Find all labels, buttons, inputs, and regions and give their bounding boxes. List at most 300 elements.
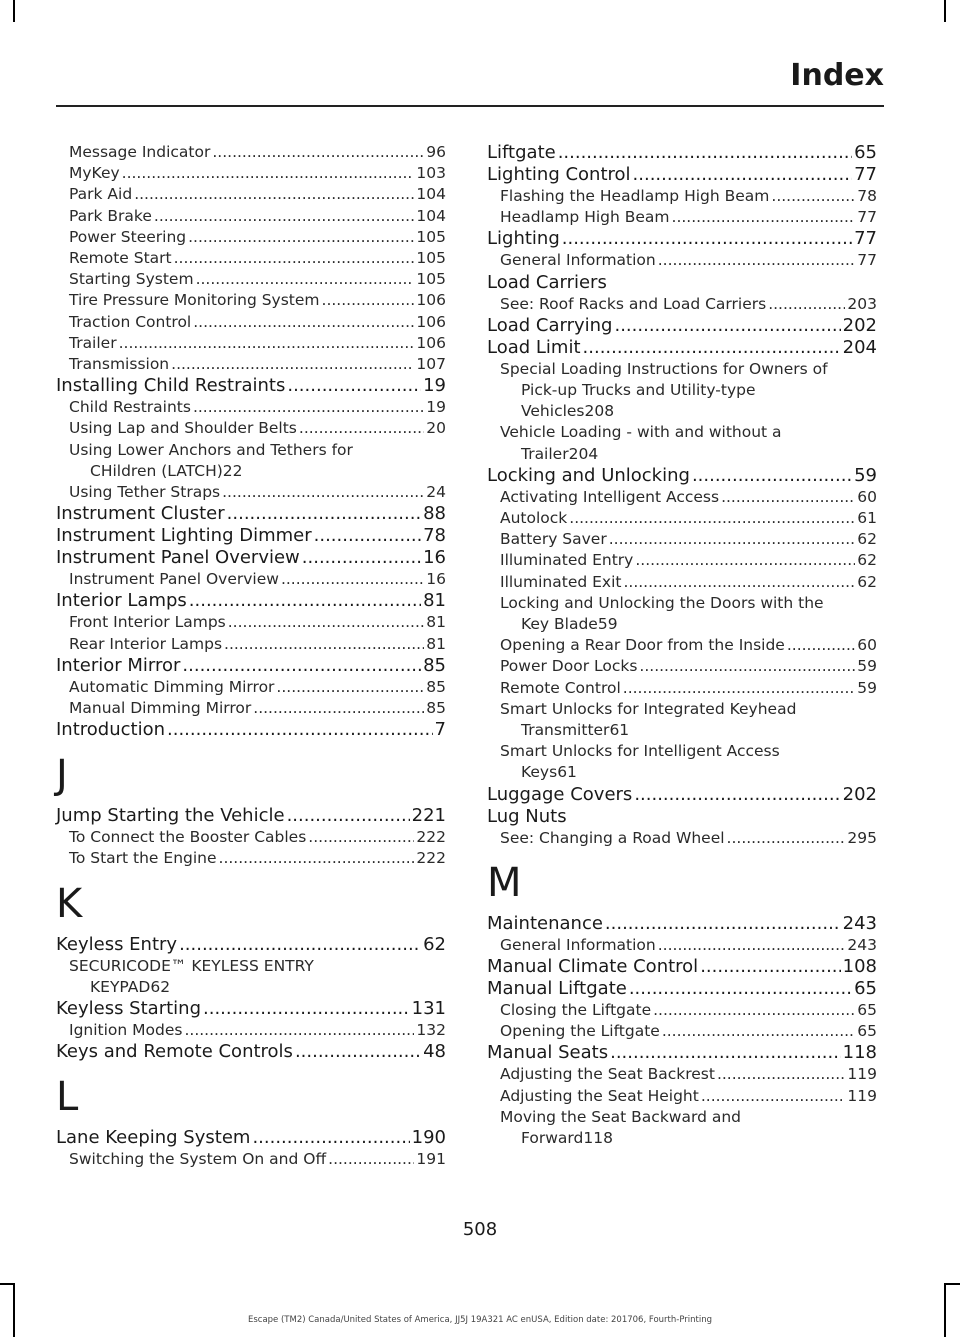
entry-page[interactable]: 24 <box>426 483 446 502</box>
leader-dots <box>717 1064 845 1085</box>
index-subentry[interactable] <box>56 482 446 503</box>
entry-text: Smart Unlocks for Intelligent Access <box>500 742 780 761</box>
index-subentry[interactable] <box>56 248 446 269</box>
index-subentry[interactable] <box>487 1086 877 1107</box>
entry-page[interactable]: 222 <box>416 849 446 868</box>
entry-page[interactable]: 204 <box>842 336 877 358</box>
entry-page[interactable]: 81 <box>426 613 446 632</box>
index-entry[interactable] <box>487 228 877 250</box>
entry-page[interactable]: 104 <box>416 206 446 225</box>
index-subentry[interactable] <box>487 359 877 423</box>
entry-text: Special Loading Instructions for Owners of <box>500 359 828 378</box>
index-entry[interactable] <box>487 142 877 164</box>
entry-text: Transmitter <box>521 721 610 740</box>
leader-dots <box>222 482 424 503</box>
leader-dots <box>562 228 852 250</box>
leader-dots <box>635 550 855 571</box>
leader-dots <box>721 487 855 508</box>
entry-page[interactable]: 106 <box>416 312 446 331</box>
entry-text: See: Changing a Road Wheel <box>500 828 725 847</box>
leader-dots <box>174 248 415 269</box>
index-entry[interactable] <box>56 547 446 569</box>
index-subentry[interactable] <box>56 142 446 163</box>
leader-dots <box>558 142 852 164</box>
entry-page[interactable]: 77 <box>857 251 877 270</box>
index-subentry[interactable] <box>56 418 446 439</box>
leader-dots <box>658 250 856 271</box>
leader-dots <box>184 1020 414 1041</box>
index-entry[interactable] <box>56 1127 446 1149</box>
index-entry[interactable] <box>56 525 446 547</box>
leader-dots <box>193 397 424 418</box>
page-title: Index <box>790 58 884 93</box>
leader-dots <box>314 525 421 547</box>
entry-text: Switching the System On and Off <box>69 1150 327 1169</box>
leader-dots <box>287 375 421 397</box>
header-rule <box>56 105 884 107</box>
index-entry[interactable] <box>487 978 877 1000</box>
index-entry[interactable] <box>487 164 877 186</box>
leader-dots <box>605 913 841 935</box>
index-subentry[interactable] <box>487 741 877 783</box>
entry-page[interactable]: 59 <box>857 678 877 697</box>
entry-text: Keyless Starting <box>56 998 201 1020</box>
entry-page[interactable]: 16 <box>426 570 446 589</box>
entry-text: Interior Lamps <box>56 590 187 612</box>
index-subentry[interactable] <box>487 656 877 677</box>
index-subentry[interactable] <box>487 550 877 571</box>
entry-page[interactable]: 65 <box>857 1001 877 1020</box>
entry-page[interactable]: 61 <box>557 763 577 782</box>
index-entry[interactable] <box>56 1041 446 1063</box>
leader-dots <box>295 1041 421 1063</box>
index-subentry[interactable] <box>56 698 446 719</box>
entry-text: Moving the Seat Backward and <box>500 1107 741 1126</box>
entry-page[interactable]: 77 <box>857 208 877 227</box>
index-entry[interactable] <box>56 719 446 741</box>
entry-page[interactable]: 19 <box>426 398 446 417</box>
entry-text: CHildren (LATCH) <box>90 461 223 480</box>
subentry-last-line <box>500 1128 877 1149</box>
index-entry[interactable] <box>56 590 446 612</box>
leader-dots <box>219 848 415 869</box>
leader-dots <box>328 1149 414 1170</box>
entry-text: General Information <box>500 935 656 954</box>
entry-text: Traction Control <box>69 312 192 331</box>
leader-dots <box>701 1086 846 1107</box>
entry-text: Activating Intelligent Access <box>500 487 720 506</box>
section-letter: J <box>56 752 68 799</box>
leader-dots <box>203 998 410 1020</box>
entry-text: Forward <box>521 1129 584 1148</box>
entry-page[interactable]: 191 <box>416 1150 446 1169</box>
entry-page[interactable]: 59 <box>597 615 618 634</box>
entry-text: Illuminated Entry <box>500 551 634 570</box>
entry-page[interactable]: 62 <box>857 551 877 570</box>
entry-page[interactable]: 61 <box>857 509 877 528</box>
index-subentry[interactable] <box>56 163 446 184</box>
leader-dots <box>167 719 433 741</box>
index-subentry[interactable] <box>487 1107 877 1149</box>
entry-page[interactable]: 62 <box>857 572 877 591</box>
subentry-last-line <box>500 444 877 465</box>
entry-text: Ignition Modes <box>69 1021 183 1040</box>
entry-text: Automatic Dimming Mirror <box>69 677 275 696</box>
entry-text: Luggage Covers <box>487 783 633 805</box>
entry-text: Instrument Panel Overview <box>69 570 279 589</box>
index-entry[interactable] <box>487 913 877 935</box>
index-subentry[interactable] <box>487 1021 877 1042</box>
index-subentry[interactable] <box>56 333 446 354</box>
entry-page[interactable]: 106 <box>416 291 446 310</box>
entry-page[interactable]: 60 <box>857 636 877 655</box>
crop-mark-top-left-vertical <box>13 0 15 22</box>
entry-text: Rear Interior Lamps <box>69 634 223 653</box>
index-entry[interactable] <box>56 805 446 827</box>
crop-mark-bottom-left-vertical <box>13 1283 15 1337</box>
entry-text: Tire Pressure Monitoring System <box>69 291 320 310</box>
entry-page[interactable]: 106 <box>416 333 446 352</box>
entry-page[interactable]: 132 <box>416 1021 446 1040</box>
leader-dots <box>634 784 840 806</box>
entry-text: Jump Starting the Vehicle <box>56 805 285 827</box>
entry-page[interactable]: 7 <box>434 719 446 741</box>
index-entry[interactable] <box>56 934 446 956</box>
index-subentry[interactable] <box>487 635 877 656</box>
entry-page[interactable]: 103 <box>416 164 446 183</box>
entry-page[interactable]: 202 <box>842 314 877 336</box>
leader-dots <box>227 503 421 525</box>
subentry-last-line <box>500 762 877 783</box>
entry-page[interactable]: 104 <box>416 185 446 204</box>
entry-page[interactable]: 105 <box>416 270 446 289</box>
entry-text: Keyless Entry <box>56 933 178 955</box>
entry-text: See: Roof Racks and Load Carriers <box>500 294 767 313</box>
index-subentry[interactable] <box>56 956 446 998</box>
entry-text: Key Blade <box>521 615 598 634</box>
index-subentry[interactable] <box>56 227 446 248</box>
entry-page[interactable]: 77 <box>854 164 877 185</box>
index-subentry[interactable] <box>487 935 877 956</box>
index-entry[interactable] <box>56 503 446 525</box>
leader-dots <box>276 677 424 698</box>
leader-dots <box>639 656 855 677</box>
index-subentry[interactable] <box>56 677 446 698</box>
index-subentry[interactable] <box>487 487 877 508</box>
entry-page[interactable]: 19 <box>423 375 446 397</box>
index-entry[interactable] <box>487 315 877 337</box>
entry-text: Park Brake <box>69 206 152 225</box>
entry-page[interactable]: 62 <box>150 977 171 996</box>
entry-text: Instrument Cluster <box>56 503 225 525</box>
entry-page[interactable]: 81 <box>426 634 446 653</box>
leader-dots <box>610 1042 841 1064</box>
index-subentry[interactable] <box>56 1149 446 1170</box>
entry-page[interactable]: 59 <box>857 657 877 676</box>
subentry-last-line <box>500 401 877 422</box>
entry-text: Child Restraints <box>69 398 191 417</box>
entry-page[interactable]: 65 <box>854 978 877 1000</box>
entry-text: MyKey <box>69 164 120 183</box>
index-subentry[interactable] <box>487 422 877 464</box>
subentry-last-line <box>500 720 877 741</box>
entry-page[interactable]: 107 <box>416 355 446 374</box>
entry-page[interactable]: 62 <box>857 530 877 549</box>
leader-dots <box>188 227 414 248</box>
entry-page[interactable]: 85 <box>426 677 446 696</box>
leader-dots <box>672 207 856 228</box>
index-subentry[interactable] <box>487 529 877 550</box>
entry-text: Load Carrying <box>487 314 613 336</box>
leader-dots <box>727 828 846 849</box>
index-entry[interactable] <box>56 655 446 677</box>
leader-dots <box>302 547 421 569</box>
entry-text: Interior Mirror <box>56 654 181 676</box>
entry-page[interactable]: 60 <box>857 487 877 506</box>
index-entry[interactable] <box>56 375 446 397</box>
crop-mark-bottom-right-horizontal <box>945 1283 960 1285</box>
index-entry[interactable] <box>487 806 877 828</box>
leader-dots <box>583 337 841 359</box>
entry-text: Lighting Control <box>487 164 631 185</box>
crop-mark-top-right-vertical <box>944 0 946 22</box>
entry-page[interactable]: 77 <box>854 228 877 250</box>
entry-page[interactable]: 16 <box>423 547 446 569</box>
entry-text: Manual Seats <box>487 1042 609 1064</box>
index-subentry[interactable] <box>56 269 446 290</box>
index-subentry[interactable] <box>487 186 877 207</box>
entry-text: Lighting <box>487 228 560 250</box>
entry-page[interactable]: 119 <box>847 1086 877 1105</box>
entry-page[interactable]: 65 <box>857 1022 877 1041</box>
leader-dots <box>189 590 421 612</box>
entry-text: Illuminated Exit <box>500 572 622 591</box>
entry-page[interactable]: 118 <box>842 1042 877 1064</box>
entry-page[interactable]: 243 <box>847 935 877 954</box>
index-subentry[interactable] <box>56 1020 446 1041</box>
entry-text: To Connect the Booster Cables <box>69 828 307 847</box>
entry-text: Remote Start <box>69 249 172 268</box>
entry-text: Manual Liftgate <box>487 978 627 1000</box>
entry-text: Headlamp High Beam <box>500 208 670 227</box>
entry-page[interactable]: 202 <box>842 783 877 805</box>
entry-text: Using Lower Anchors and Tethers for <box>69 440 353 459</box>
index-subentry[interactable] <box>487 572 877 593</box>
entry-text: Lug Nuts <box>487 805 567 827</box>
index-subentry[interactable] <box>487 828 877 849</box>
leader-dots <box>653 1000 855 1021</box>
index-subentry[interactable] <box>56 290 446 311</box>
entry-text: Lane Keeping System <box>56 1127 251 1149</box>
subentry-last-line <box>500 614 877 635</box>
leader-dots <box>609 529 856 550</box>
entry-text: Load Limit <box>487 336 581 358</box>
entry-text: KEYPAD <box>90 977 151 996</box>
entry-page[interactable]: 105 <box>416 227 446 246</box>
leader-dots <box>281 569 424 590</box>
entry-text: Keys and Remote Controls <box>56 1041 293 1063</box>
entry-page[interactable]: 48 <box>423 1041 446 1063</box>
entry-text: Locking and Unlocking the Doors with the <box>500 593 824 612</box>
entry-page[interactable]: 59 <box>854 464 877 486</box>
index-subentry[interactable] <box>487 678 877 699</box>
leader-dots <box>614 315 840 337</box>
entry-page[interactable]: 85 <box>426 699 446 718</box>
crop-mark-bottom-left-horizontal <box>0 1283 14 1285</box>
entry-page[interactable]: 88 <box>423 503 446 525</box>
entry-text: Opening a Rear Door from the Inside <box>500 636 785 655</box>
index-entry[interactable] <box>487 956 877 978</box>
index-entry[interactable] <box>487 465 877 487</box>
entry-page[interactable]: 295 <box>847 828 877 847</box>
entry-page[interactable]: 85 <box>423 654 446 676</box>
entry-page[interactable]: 118 <box>583 1129 613 1148</box>
leader-dots <box>629 978 852 1000</box>
index-subentry[interactable] <box>56 440 446 482</box>
index-entry[interactable] <box>487 1042 877 1064</box>
index-subentry[interactable] <box>487 699 877 741</box>
leader-dots <box>623 678 856 699</box>
entry-page[interactable]: 222 <box>416 828 446 847</box>
entry-page[interactable]: 221 <box>411 805 446 827</box>
entry-text: Trailer <box>521 444 569 463</box>
section-letter: M <box>487 859 522 906</box>
index-subentry[interactable] <box>487 294 877 315</box>
leader-dots <box>212 142 424 163</box>
entry-text: Message Indicator <box>69 143 211 161</box>
index-subentry[interactable] <box>56 569 446 590</box>
index-subentry[interactable] <box>56 184 446 205</box>
entry-page[interactable]: 108 <box>842 956 877 978</box>
index-subentry[interactable] <box>56 354 446 375</box>
index-subentry[interactable] <box>56 634 446 655</box>
index-subentry[interactable] <box>487 1064 877 1085</box>
entry-page[interactable]: 119 <box>847 1065 877 1084</box>
leader-dots <box>193 312 414 333</box>
entry-text: Vehicle Loading - with and without a <box>500 423 782 442</box>
edition-footer: Escape (TM2) Canada/United States of America, JJ5J 19A321 AC enUSA, Edition date: 201706, Fourth-Printing <box>247 1315 713 1325</box>
entry-text: Battery Saver <box>500 530 607 549</box>
entry-text: SECURICODE™ KEYLESS ENTRY <box>69 956 314 975</box>
entry-text: General Information <box>500 251 656 270</box>
leader-dots <box>299 418 424 439</box>
entry-page[interactable]: 65 <box>854 142 877 163</box>
index-subentry[interactable] <box>56 848 446 869</box>
leader-dots <box>633 164 853 186</box>
leader-dots <box>771 186 855 207</box>
index-subentry[interactable] <box>56 612 446 633</box>
entry-page[interactable]: 105 <box>416 249 446 268</box>
leader-dots <box>253 698 424 719</box>
entry-text: Load Carriers <box>487 271 607 293</box>
index-subentry[interactable] <box>56 206 446 227</box>
entry-text: Instrument Lighting Dimmer <box>56 525 312 547</box>
leader-dots <box>700 956 840 978</box>
entry-page[interactable]: 20 <box>426 419 446 438</box>
index-subentry[interactable] <box>56 827 446 848</box>
index-subentry[interactable] <box>487 250 877 271</box>
entry-text: Keys <box>521 763 558 782</box>
leader-dots <box>122 163 415 184</box>
entry-text: Front Interior Lamps <box>69 613 226 632</box>
index-column-right <box>487 142 877 1149</box>
entry-text: Closing the Liftgate <box>500 1001 652 1020</box>
entry-text: Power Steering <box>69 227 187 246</box>
entry-text: Power Door Locks <box>500 657 638 676</box>
entry-page[interactable]: 81 <box>423 590 446 612</box>
entry-page[interactable]: 208 <box>584 402 615 421</box>
entry-text: Vehicles <box>521 402 585 421</box>
entry-page[interactable]: 78 <box>857 187 877 205</box>
leader-dots <box>119 333 415 354</box>
leader-dots <box>182 655 421 677</box>
entry-page[interactable]: 190 <box>411 1127 446 1149</box>
entry-text: Park Aid <box>69 185 133 204</box>
entry-text: Maintenance <box>487 912 603 934</box>
entry-page[interactable]: 22 <box>222 461 243 480</box>
entry-text: Installing Child Restraints <box>56 375 286 397</box>
entry-page[interactable]: 203 <box>847 294 877 313</box>
leader-dots <box>623 572 855 593</box>
leader-dots <box>569 508 855 529</box>
leader-dots <box>787 635 855 656</box>
index-subentry[interactable] <box>487 593 877 635</box>
leader-dots <box>228 612 425 633</box>
entry-page[interactable]: 61 <box>609 721 630 740</box>
index-subentry[interactable] <box>487 207 877 228</box>
leader-dots <box>134 184 414 205</box>
entry-text: Manual Dimming Mirror <box>69 699 252 718</box>
index-entry[interactable] <box>487 272 877 294</box>
entry-text: Liftgate <box>487 142 556 163</box>
leader-dots <box>154 206 415 227</box>
entry-text: Instrument Panel Overview <box>56 547 300 569</box>
entry-text: Starting System <box>69 270 194 289</box>
index-subentry[interactable] <box>487 508 877 529</box>
leader-dots <box>692 465 852 487</box>
index-subentry[interactable] <box>56 397 446 418</box>
entry-page[interactable]: 243 <box>842 912 877 934</box>
index-subentry[interactable] <box>56 312 446 333</box>
section-letter: L <box>56 1074 79 1121</box>
entry-page[interactable]: 78 <box>423 525 446 547</box>
leader-dots <box>171 354 414 375</box>
subentry-last-line <box>69 977 446 998</box>
page-number: 508 <box>462 1219 498 1240</box>
crop-mark-bottom-right-vertical <box>944 1283 946 1337</box>
leader-dots <box>662 1021 855 1042</box>
subentry-last-line <box>69 461 446 482</box>
section-letter: K <box>56 880 83 927</box>
leader-dots <box>287 805 410 827</box>
entry-page[interactable]: 204 <box>568 444 599 463</box>
entry-page[interactable]: 131 <box>411 998 446 1020</box>
entry-text: Manual Climate Control <box>487 956 699 978</box>
entry-text: Pick-up Trucks and Utility-type <box>521 381 756 400</box>
entry-text: Remote Control <box>500 678 621 697</box>
index-subentry[interactable] <box>487 1000 877 1021</box>
index-entry[interactable] <box>56 998 446 1020</box>
entry-page[interactable]: 96 <box>426 143 446 161</box>
entry-page[interactable]: 62 <box>423 933 446 955</box>
index-entry[interactable] <box>487 784 877 806</box>
entry-text: Using Lap and Shoulder Belts <box>69 419 297 438</box>
index-entry[interactable] <box>487 337 877 359</box>
entry-text: Adjusting the Seat Height <box>500 1086 699 1105</box>
leader-dots <box>308 827 414 848</box>
entry-text: Adjusting the Seat Backrest <box>500 1065 715 1084</box>
entry-text: Opening the Liftgate <box>500 1022 660 1041</box>
